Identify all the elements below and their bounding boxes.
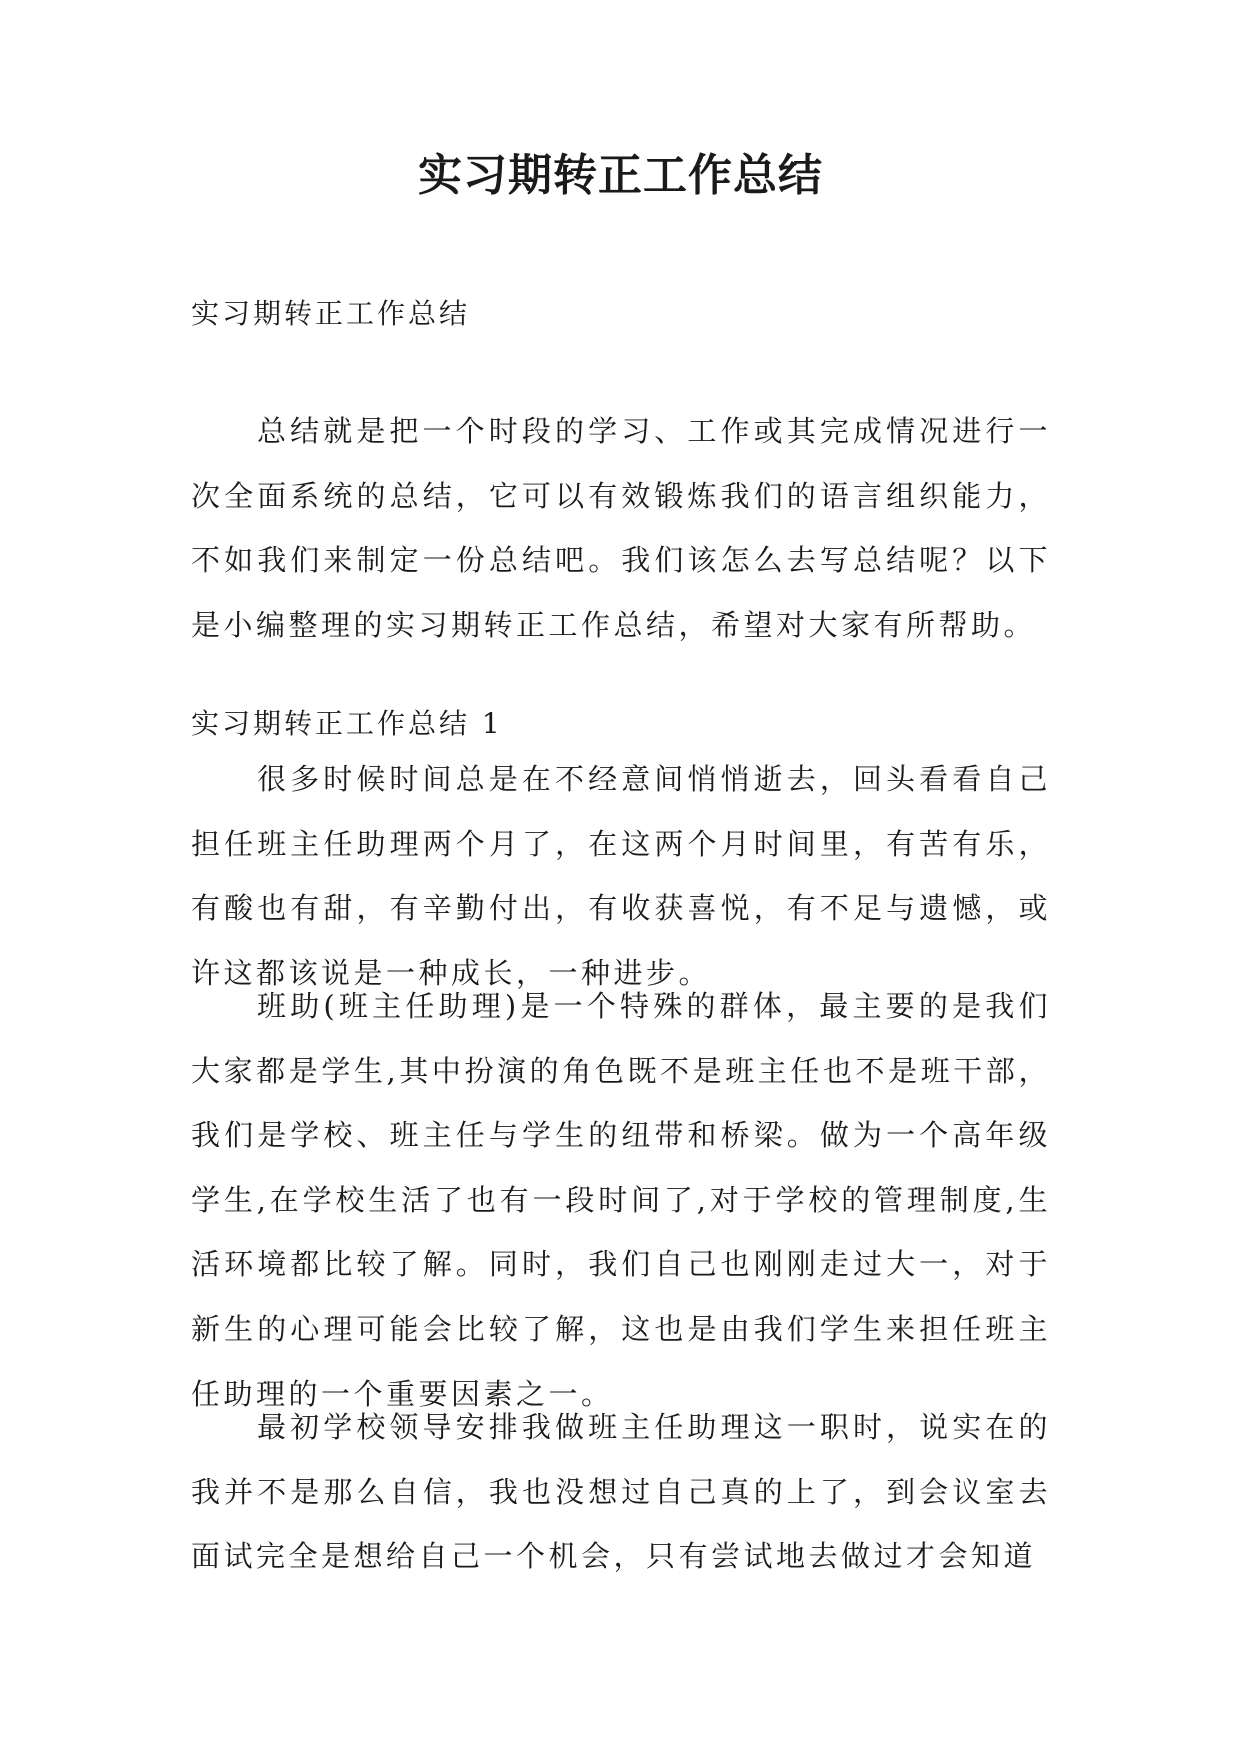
document-subtitle: 实习期转正工作总结 [191, 297, 471, 330]
intro-paragraph: 总结就是把一个时段的学习、工作或其完成情况进行一次全面系统的总结，它可以有效锻炼我们的语言组织能力，不如我们来制定一份总结吧。我们该怎么去写总结呢？以下是小编整理的实习期转正工作总结，希望对大家有所帮助。 [191, 414, 1051, 642]
page-title: 实习期转正工作总结 [418, 150, 823, 201]
body-paragraph: 最初学校领导安排我做班主任助理这一职时，说实在的我并不是那么自信，我也没想过自己真的上了，到会议室去面试完全是想给自己一个机会，只有尝试地去做过才会知道 [191, 1410, 1051, 1574]
body-paragraph: 班助(班主任助理)是一个特殊的群体，最主要的是我们大家都是学生,其中扮演的角色既不是班主任也不是班干部，我们是学校、班主任与学生的纽带和桥梁。做为一个高年级学生,在学校生活了也有一段时间了,对于学校的管理制度,生活环境都比较了解。同时，我们自己也刚刚走过大一，对于新生的心理可能会比较了解，这也是由我们学生来担任班主任助理的一个重要因素之一。 [191, 989, 1051, 1411]
body-paragraph: 很多时候时间总是在不经意间悄悄逝去，回头看看自己担任班主任助理两个月了，在这两个月时间里，有苦有乐，有酸也有甜，有辛勤付出，有收获喜悦，有不足与遗憾，或许这都该说是一种成长，一种进步。 [191, 762, 1051, 990]
section-heading: 实习期转正工作总结 1 [191, 707, 503, 740]
